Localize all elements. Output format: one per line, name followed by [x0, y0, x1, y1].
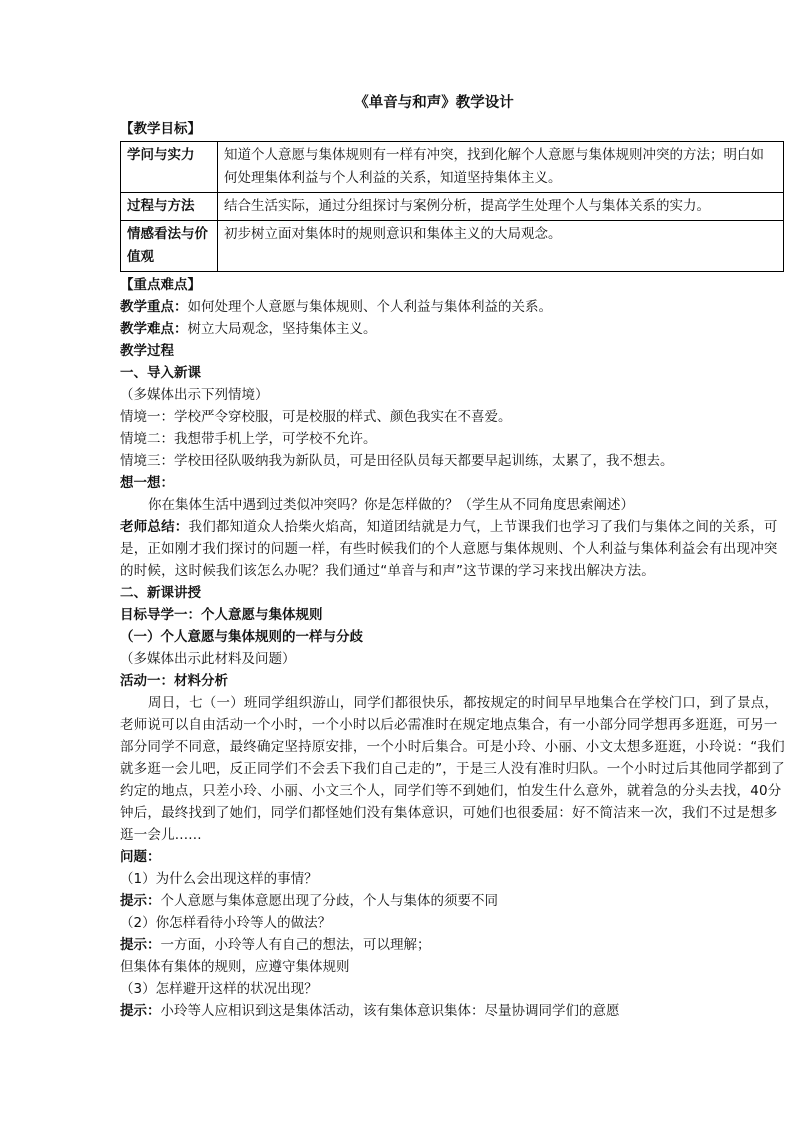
sub1-heading: （一）个人意愿与集体规则的一样与分歧 [120, 629, 363, 645]
teacher-summary [120, 516, 788, 582]
process-heading: 教学过程 [120, 343, 174, 359]
summary-label: 老师总结： [120, 519, 189, 535]
answer-text: 个人意愿与集体意愿出现了分歧，个人与集体的须要不同 [160, 893, 498, 909]
difficult-points-text: 树立大局观念，坚持集体主义。 [187, 321, 377, 337]
scene-3: 情境三：学校田径队吸纳我为新队员，可是田径队员每天都要早起训练，太累了，我不想去。 [120, 453, 674, 469]
question-2: （2）你怎样看待小玲等人的做法？ [120, 915, 332, 931]
material-text: 周日，七（一）班同学组织游山，同学们都很快乐，都按规定的时间早早地集合在学校门口，到了景点，老师说可以自由活动一个小时，一个小时以后必需准时在规定地点集合，有一小部分同学想再多逛逛，可另一部分同学不同意，最终确定坚持原安排，一个小时后集合。可是小玲、小丽、小文太想多逛逛，小玲说：“我们就多逛一会儿吧，反正同学们不会丢下我们自己走的”，于是三人没有准时归队。一个小时过后其他同学都到了约定的地点，只差小玲、小丽、小文三个人，同学们等不到她们，怕发生什么意外，就着急的分头去找，40分钟后，最终找到了她们，同学们都怪她们没有集体意识，可她们也很委屈：好不简洁来一次，我们不过是想多逛一会儿...... [120, 695, 785, 843]
key-points-label: 教学重点： [120, 299, 188, 315]
question-1: （1）为什么会出现这样的事情？ [120, 871, 318, 887]
answer-1 [120, 890, 788, 912]
difficult-points [120, 318, 788, 340]
think-text: 你在集体生活中遇到过类似冲突吗？你是怎样做的？（学生从不同角度思索阐述） [148, 497, 634, 513]
part1-heading: 一、导入新课 [120, 365, 201, 381]
activity-heading: 活动一：材料分析 [120, 673, 228, 689]
goal-text: 知道个人意愿与集体规则有一样有冲突，找到化解个人意愿与集体规则冲突的方法；明白如何处理集体利益与个人利益的关系，知道坚持集体主义。 [218, 142, 784, 193]
document-title: 《单音与和声》教学设计 [354, 95, 514, 111]
table-row [121, 193, 784, 221]
part1-note: （多媒体出示下列情境） [120, 387, 269, 403]
answer-2 [120, 934, 788, 956]
question-3: （3）怎样避开这样的状况出现？ [120, 981, 318, 997]
goal-label: 情感看法与价值观 [121, 221, 218, 272]
hint-label: 提示： [120, 1003, 161, 1019]
table-row [121, 221, 784, 272]
goal-label: 学问与实力 [121, 142, 218, 193]
part2-heading: 二、新课讲授 [120, 585, 201, 601]
table-row [121, 142, 784, 193]
answer-text: 小玲等人应相识到这是集体活动，该有集体意识集体：尽量协调同学们的意愿 [160, 1003, 620, 1019]
goal1-heading: 目标导学一：个人意愿与集体规则 [120, 607, 323, 623]
document-page [120, 92, 788, 1022]
difficult-points-label: 教学难点： [120, 321, 188, 337]
hint-label: 提示： [120, 893, 161, 909]
key-points-text: 如何处理个人意愿与集体规则、个人利益与集体利益的关系。 [187, 299, 552, 315]
key-points [120, 296, 788, 318]
goal-text: 结合生活实际，通过分组探讨与案例分析，提高学生处理个人与集体关系的实力。 [218, 193, 784, 221]
part2-note: （多媒体出示此材料及问题） [120, 651, 296, 667]
goals-heading: 【教学目标】 [120, 121, 201, 137]
think-label: 想一想： [120, 475, 174, 491]
goal-text: 初步树立面对集体时的规则意识和集体主义的大局观念。 [218, 221, 784, 272]
hint-label: 提示： [120, 937, 161, 953]
key-heading: 【重点难点】 [120, 277, 201, 293]
answer-3 [120, 1000, 788, 1022]
scene-1: 情境一：学校严令穿校服，可是校服的样式、颜色我实在不喜爱。 [120, 409, 512, 425]
summary-text: 我们都知道众人拾柴火焰高，知道团结就是力气，上节课我们也学习了我们与集体之间的关系，可是，正如刚才我们探讨的问题一样，有些时候我们的个人意愿与集体规则、个人利益与集体利益会有出现冲突的时候，这时候我们该怎么办呢？我们通过“单音与和声”这节课的学习来找出解决方法。 [120, 519, 778, 579]
answer-text: 一方面，小玲等人有自己的想法，可以理解； [160, 937, 431, 953]
questions-heading: 问题： [120, 849, 161, 865]
goal-label: 过程与方法 [121, 193, 218, 221]
scene-2: 情境二：我想带手机上学，可学校不允许。 [120, 431, 377, 447]
goals-table [120, 141, 784, 272]
answer-2-continued: 但集体有集体的规则，应遵守集体规则 [120, 959, 350, 975]
